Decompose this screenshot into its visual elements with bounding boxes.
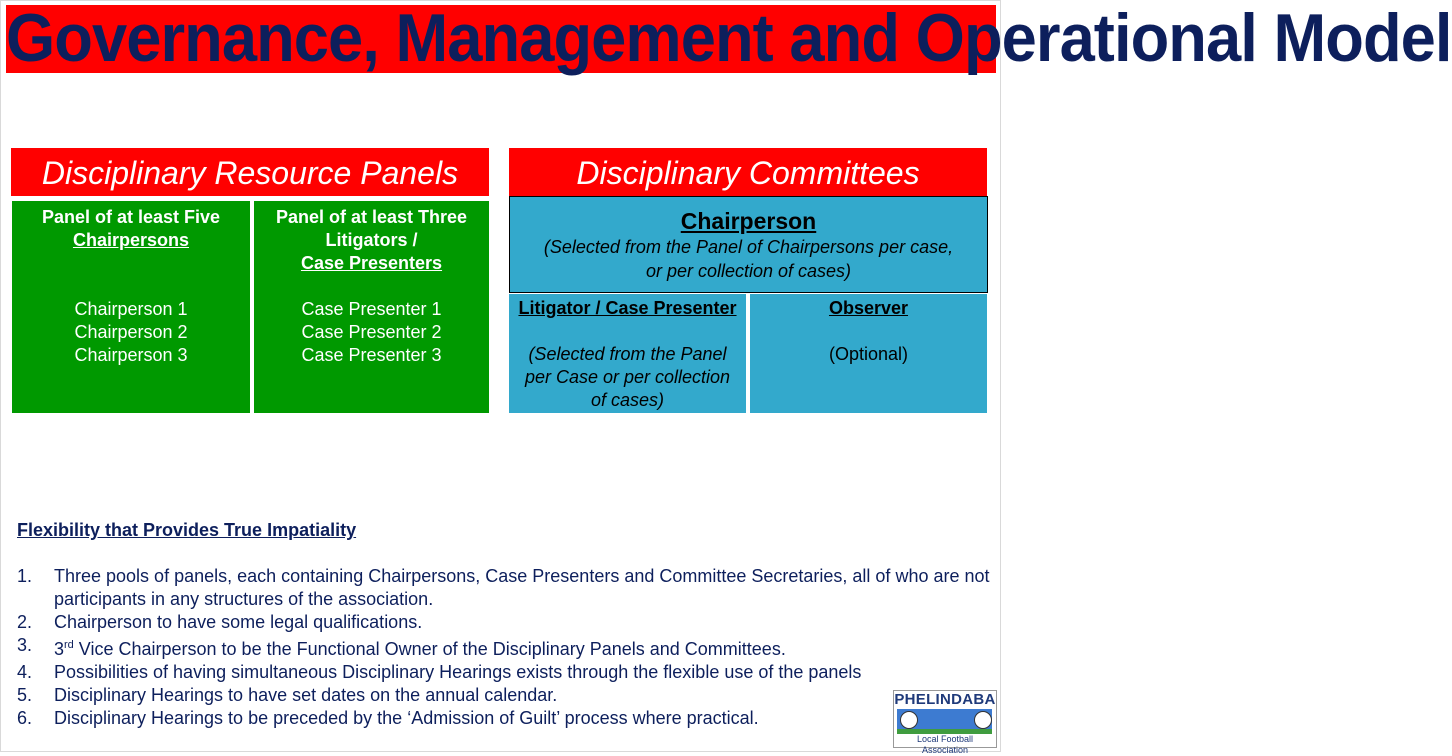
logo-subtitle: Local Football Association — [916, 734, 974, 755]
list-item: 5. Disciplinary Hearings to have set dates on the annual calendar. — [17, 685, 558, 705]
chairperson-item: Chairperson 2 — [74, 322, 188, 342]
resource-panels-header: Disciplinary Resource Panels — [11, 148, 489, 196]
chairperson-item: Chairperson 1 — [74, 299, 188, 319]
case-presenter-item: Case Presenter 3 — [301, 345, 442, 365]
litigator-panel-line1: Panel of at least Three — [275, 207, 468, 227]
logo-name: PHELINDABA — [894, 691, 996, 708]
flexibility-section — [6, 500, 996, 748]
flexibility-heading: Flexibility that Provides True Impatiality — [17, 520, 357, 540]
litigator-box — [509, 294, 746, 413]
observer-desc: (Optional) — [828, 344, 909, 364]
litigator-desc-line1: (Selected from the Panel — [528, 344, 727, 364]
association-logo — [893, 690, 997, 755]
litigator-title: Litigator / Case Presenter — [518, 298, 737, 318]
chair-panel-line2: Chairpersons — [72, 230, 190, 250]
title-bar — [6, 0, 1452, 76]
chairperson-panel-box — [12, 201, 250, 413]
litigator-panel-box — [254, 201, 489, 413]
list-item: 4. Possibilities of having simultaneous Disciplinary Hearings exists through the flexible use of the panels — [17, 662, 862, 682]
litigator-desc-line3: of cases) — [590, 390, 665, 410]
list-item: 2. Chairperson to have some legal qualifications. — [17, 612, 423, 632]
observer-title: Observer — [828, 298, 909, 318]
chairperson-desc-line2: or per collection of cases) — [645, 261, 852, 281]
committees-header: Disciplinary Committees — [509, 148, 987, 196]
litigator-panel-line2: Litigators / — [325, 230, 418, 250]
football-icon — [900, 711, 918, 729]
chairperson-desc-line1: (Selected from the Panel of Chairpersons per case, — [543, 237, 954, 257]
chair-panel-line1: Panel of at least Five — [41, 207, 221, 227]
chairperson-item: Chairperson 3 — [74, 345, 188, 365]
case-presenter-item: Case Presenter 2 — [301, 322, 442, 342]
litigator-desc-line2: per Case or per collection — [524, 367, 731, 387]
chairperson-title: Chairperson — [680, 208, 817, 234]
flexibility-list — [17, 565, 992, 730]
case-presenter-item: Case Presenter 1 — [301, 299, 442, 319]
football-icon — [974, 711, 992, 729]
list-item: 1. Three pools of panels, each containing Chairpersons, Case Presenters and Committee Secretaries, all of who are not participants in any structures of the association. — [17, 566, 990, 609]
chairperson-box — [509, 196, 988, 293]
observer-box — [750, 294, 987, 413]
slide-title: Governance, Management and Operational Model — [6, 0, 1452, 76]
litigator-panel-line3: Case Presenters — [300, 253, 443, 273]
list-item: 6. Disciplinary Hearings to be preceded by the ‘Admission of Guilt’ process where practical. — [17, 708, 759, 728]
list-item: 3. 3rd Vice Chairperson to be the Functional Owner of the Disciplinary Panels and Committees. — [17, 635, 786, 659]
